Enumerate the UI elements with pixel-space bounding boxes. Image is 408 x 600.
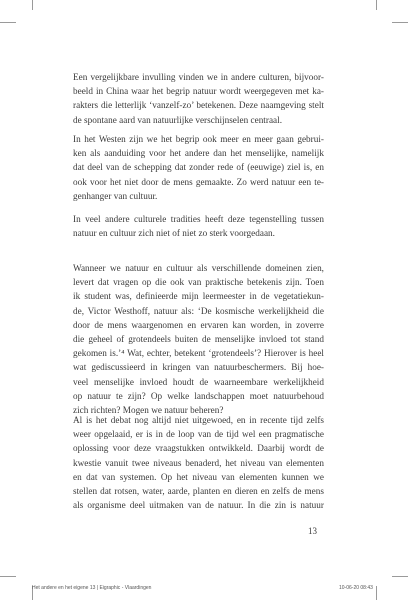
text-line: dat deel van de schepping dat zonder rede of (eeuwige) ziel is, en	[73, 162, 324, 173]
text-line: oplossing voor deze vraagstukken ontwikkeld. Daarbij wordt de	[73, 443, 324, 454]
text-line: ken als aanduiding voor het andere dan het menselijke, namelijk	[73, 148, 324, 159]
crop-mark	[376, 0, 377, 10]
text-line: In het Westen zijn we het begrip ook meer en meer gaan gebrui-	[73, 134, 324, 144]
text-line: op natuur te zijn? Op welke landschappen moet natuurbehoud	[73, 390, 324, 401]
print-slug: Het andere en het eigene 13 | Eigraphic - Vlaardingen	[32, 585, 152, 591]
text-line: die geheel of grotendeels buiten de menselijke invloed tot stand	[73, 334, 324, 345]
paragraph-5	[73, 413, 324, 512]
text-line: ook voor het niet door de mens gemaakte. Zo werd natuur een te-	[73, 176, 324, 187]
text-line: de, Victor Westhoff, natuur als: ‘De kosmische werkelijkheid die	[73, 305, 324, 316]
text-line: en dat van systemen. Op het niveau van elementen kunnen we	[73, 471, 324, 482]
text-line: Wanneer we natuur en cultuur als verschillende domeinen zien,	[73, 263, 324, 273]
text-line: kwestie vanuit twee niveaus benaderd, het niveau van elementen	[73, 457, 324, 468]
text-line: weer opgelaaid, er is in de loop van de tijd wel een pragmatische	[73, 429, 324, 440]
text-line: rakters die letterlijk ‘vanzelf-zo’ betekenen. Deze naamgeving stelt	[73, 100, 324, 111]
text-line: genhanger van cultuur.	[73, 190, 158, 201]
text-line: beeld in China waar het begrip natuur wordt weergegeven met ka-	[73, 86, 324, 97]
crop-mark	[392, 22, 408, 23]
text-line: Al is het debat nog altijd niet uitgewoed, en in recente tijd zelfs	[73, 415, 324, 425]
text-line: de spontane aard van natuurlijke verschijnselen centraal.	[73, 114, 283, 125]
print-timestamp: 10-06-20 08:43	[339, 585, 373, 591]
paragraph-4	[73, 261, 324, 417]
text-line: stellen dat rotsen, water, aarde, planten en dieren en zelfs de mens	[73, 486, 324, 497]
text-line: natuur en cultuur zich niet of niet zo sterk voorgedaan.	[73, 228, 275, 239]
crop-mark	[32, 0, 33, 10]
text-line: door de mens waargenomen en ervaren kan worden, in zoverre	[73, 319, 324, 330]
text-line: veel menselijke invloed houdt de waarneembare werkelijkheid	[73, 376, 324, 387]
text-line: als organisme deel uitmaken van de natuur. In die zin is natuur	[73, 500, 324, 511]
text-line: ik student was, definieerde mijn leermeester in de vegetatiekun-	[73, 291, 324, 302]
crop-mark	[0, 22, 16, 23]
text-line: In veel andere culturele tradities heeft deze tegenstelling tussen	[73, 214, 324, 224]
text-line: Een vergelijkbare invulling vinden we in andere culturen, bijvoor-	[73, 72, 324, 82]
crop-mark	[0, 576, 16, 577]
paragraph-2	[73, 132, 324, 203]
text-line: wat gediscussieerd in kringen van natuurbeschermers. Bij hoe-	[73, 362, 324, 373]
text-line: levert dat vragen op die ook van praktische betekenis zijn. Toen	[73, 277, 324, 288]
paragraph-3	[73, 212, 324, 240]
text-line: gekomen is.’⁴ Wat, echter, betekent ‘grotendeels’? Hierover is heel	[73, 348, 324, 359]
body-text	[73, 70, 324, 511]
crop-mark	[376, 586, 377, 600]
crop-mark	[392, 576, 408, 577]
paragraph-1	[73, 70, 324, 127]
text-line: zich richten? Mogen we natuur beheren?	[73, 405, 224, 416]
page-number: 13	[308, 526, 317, 536]
